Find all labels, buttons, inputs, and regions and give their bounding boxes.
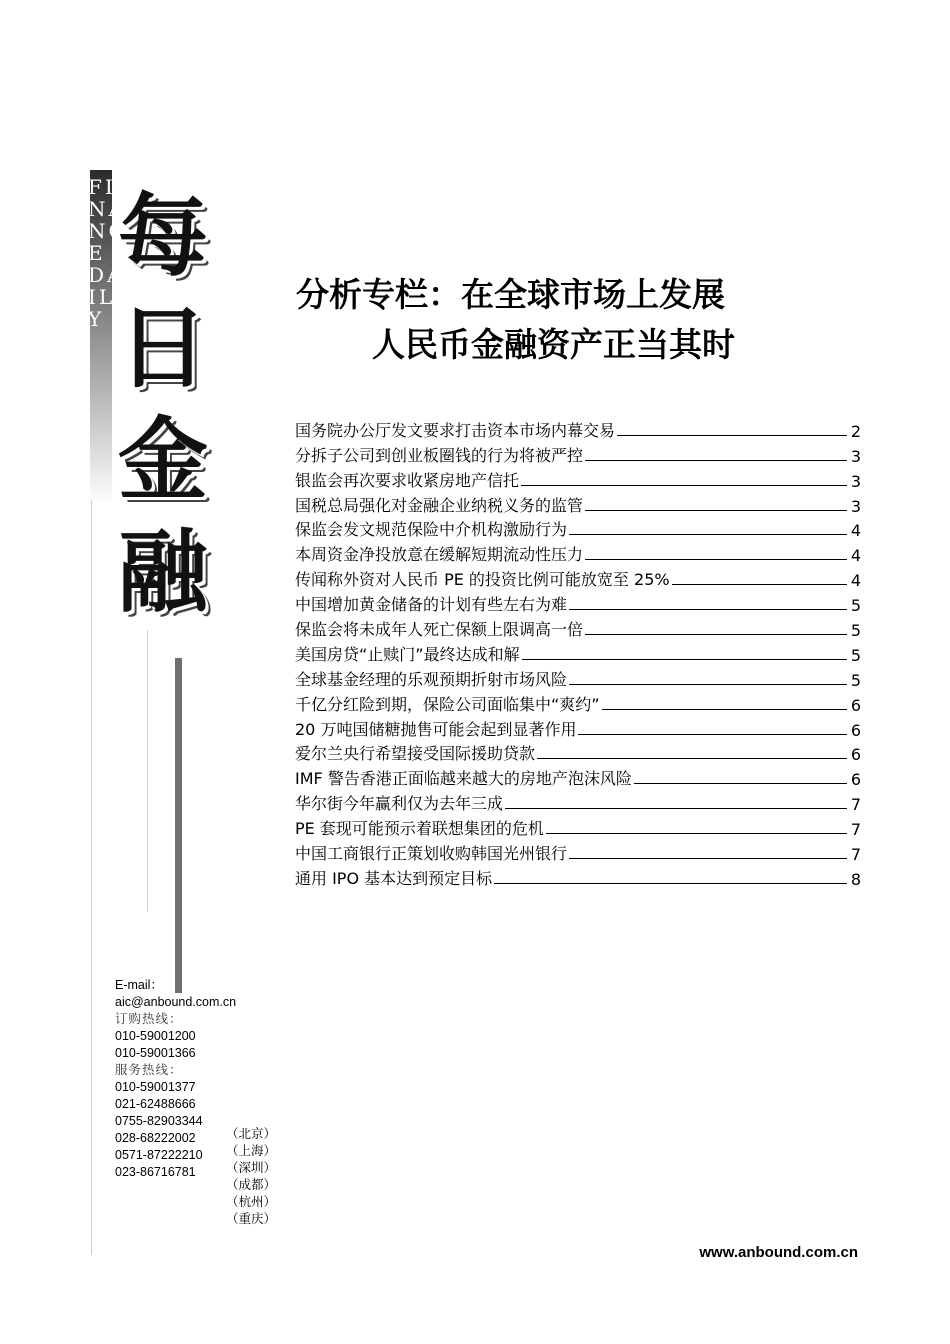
toc-leader-line <box>521 485 847 486</box>
masthead-en-line: Y <box>88 307 105 331</box>
order-hotline-label: 订购热线： <box>115 1012 183 1026</box>
masthead-chinese <box>118 180 218 628</box>
toc-leader-line <box>585 460 847 461</box>
toc-entry[interactable] <box>295 715 861 740</box>
toc-leader-line <box>617 435 847 436</box>
headline <box>296 270 816 370</box>
service-phone: 0571-87222210 <box>115 1148 203 1162</box>
toc-leader-line <box>569 684 847 685</box>
toc-entry[interactable] <box>295 864 861 889</box>
toc-leader-line <box>578 734 847 735</box>
toc-entry-page: 7 <box>850 820 861 840</box>
toc-entry[interactable] <box>295 540 861 565</box>
toc-entry-title: 保监会将未成年人死亡保额上限调高一倍 <box>295 620 584 640</box>
toc-leader-line <box>569 858 847 859</box>
masthead-char: 每 <box>118 183 208 289</box>
toc-entry[interactable] <box>295 665 861 690</box>
toc-entry[interactable] <box>295 441 861 466</box>
service-phone: 023-86716781 <box>115 1165 196 1179</box>
toc-entry[interactable] <box>295 814 861 839</box>
masthead-char: 日 <box>118 295 208 401</box>
toc-entry-title: 中国增加黄金储备的计划有些左右为难 <box>295 595 568 615</box>
toc-entry-title: 传闻称外资对人民币 PE 的投资比例可能放宽至 25% <box>295 570 670 590</box>
toc-entry-title: 保监会发文规范保险中介机构激励行为 <box>295 520 568 540</box>
toc-entry-page: 7 <box>850 845 861 865</box>
masthead-en-line: NA <box>88 197 126 221</box>
headline-line-2: 人民币金融资产正当其时 <box>372 325 735 364</box>
service-phone: 021-62488666 <box>115 1097 196 1111</box>
toc-entry-title: 华尔街今年赢利仅为去年三成 <box>295 794 504 814</box>
headline-line-1: 分析专栏：在全球市场上发展 <box>296 275 725 314</box>
city-label: （深圳） <box>226 1161 277 1175</box>
toc-entry-page: 3 <box>850 446 861 466</box>
masthead-strip-fade <box>90 375 112 505</box>
toc-leader-line <box>672 584 847 585</box>
email-label: E-mail： <box>115 978 163 992</box>
toc-entry-title: 本周资金净投放意在缓解短期流动性压力 <box>295 545 584 565</box>
masthead-en-line: FI <box>88 175 116 199</box>
toc-entry-title: 国税总局强化对金融企业纳税义务的监管 <box>295 495 584 515</box>
toc-entry[interactable] <box>295 740 861 765</box>
service-phone: 0755-82903344 <box>115 1114 203 1128</box>
toc-entry-title: 分拆子公司到创业板圈钱的行为将被严控 <box>295 445 584 465</box>
city-label: （重庆） <box>226 1212 277 1226</box>
toc-entry[interactable] <box>295 416 861 441</box>
order-phone: 010-59001366 <box>115 1046 196 1060</box>
toc-entry-page: 4 <box>850 546 861 566</box>
toc-leader-line <box>522 659 847 660</box>
toc-entry-title: 国务院办公厅发文要求打击资本市场内幕交易 <box>295 420 616 440</box>
toc-entry[interactable] <box>295 764 861 789</box>
toc-entry-title: PE 套现可能预示着联想集团的危机 <box>295 819 544 839</box>
toc-entry[interactable] <box>295 640 861 665</box>
toc-leader-line <box>634 783 847 784</box>
toc-leader-line <box>569 609 847 610</box>
toc-leader-line <box>546 833 847 834</box>
toc-entry-page: 5 <box>850 596 861 616</box>
toc-entry-title: 全球基金经理的乐观预期折射市场风险 <box>295 669 568 689</box>
city-label: （上海） <box>226 1144 277 1158</box>
toc-leader-line <box>569 534 847 535</box>
toc-entry-title: 银监会再次要求收紧房地产信托 <box>295 470 520 490</box>
footer-url[interactable]: www.anbound.com.cn <box>699 1244 858 1261</box>
toc-entry[interactable] <box>295 565 861 590</box>
masthead-english <box>88 175 127 331</box>
toc-entry-page: 4 <box>850 521 861 541</box>
middle-rule <box>147 630 148 912</box>
toc-leader-line <box>602 709 847 710</box>
toc-leader-line <box>585 634 847 635</box>
toc-entry-title: 通用 IPO 基本达到预定目标 <box>295 868 493 888</box>
toc-entry[interactable] <box>295 516 861 541</box>
toc-entry-page: 6 <box>850 695 861 715</box>
order-phone: 010-59001200 <box>115 1029 196 1043</box>
toc-entry-page: 7 <box>850 795 861 815</box>
toc-entry-title: 中国工商银行正策划收购韩国光州银行 <box>295 844 568 864</box>
masthead-char: 融 <box>118 519 208 625</box>
toc-entry-page: 6 <box>850 745 861 765</box>
toc-entry-page: 3 <box>850 471 861 491</box>
toc-entry-title: 美国房贷“止赎门”最终达成和解 <box>295 644 520 664</box>
toc-entry-page: 5 <box>850 645 861 665</box>
toc-entry-title: IMF 警告香港正面临越来越大的房地产泡沫风险 <box>295 769 632 789</box>
toc-entry-title: 千亿分红险到期，保险公司面临集中“爽约” <box>295 694 600 714</box>
service-phone: 028-68222002 <box>115 1131 196 1145</box>
toc-entry-page: 3 <box>850 496 861 516</box>
toc-entry-page: 2 <box>850 421 861 441</box>
toc-entry[interactable] <box>295 789 861 814</box>
toc-entry[interactable] <box>295 491 861 516</box>
toc-entry-page: 6 <box>850 720 861 740</box>
toc-leader-line <box>585 559 847 560</box>
city-label: （成都） <box>226 1178 277 1192</box>
service-hotline-label: 服务热线： <box>115 1063 183 1077</box>
masthead-en-line: NC <box>88 219 127 243</box>
city-label: （北京） <box>226 1127 277 1141</box>
email-address[interactable]: aic@anbound.com.cn <box>115 995 237 1009</box>
toc-entry[interactable] <box>295 690 861 715</box>
toc-leader-line <box>505 808 847 809</box>
masthead-en-line: IL <box>88 285 116 309</box>
masthead-en-line: E <box>88 241 106 265</box>
masthead-en-line: DA <box>88 263 125 287</box>
toc-entry-title: 爱尔兰央行希望接受国际援助贷款 <box>295 744 536 764</box>
city-list <box>226 1126 286 1228</box>
toc-entry-page: 8 <box>850 869 861 889</box>
city-label: （杭州） <box>226 1195 277 1209</box>
toc-entry-page: 4 <box>850 571 861 591</box>
toc-entry[interactable] <box>295 615 861 640</box>
toc-leader-line <box>585 510 847 511</box>
toc-entry-page: 5 <box>850 621 861 641</box>
toc-entry[interactable] <box>295 466 861 491</box>
vertical-bar <box>175 658 182 993</box>
service-phone: 010-59001377 <box>115 1080 196 1094</box>
toc-entry-page: 5 <box>850 670 861 690</box>
toc-entry-page: 6 <box>850 770 861 790</box>
table-of-contents <box>295 416 861 889</box>
toc-entry[interactable] <box>295 590 861 615</box>
toc-entry-title: 20 万吨国储糖抛售可能会起到显著作用 <box>295 719 577 739</box>
toc-leader-line <box>537 758 847 759</box>
toc-leader-line <box>494 883 847 884</box>
masthead-char: 金 <box>118 407 208 513</box>
toc-entry[interactable] <box>295 839 861 864</box>
left-rule <box>91 500 92 1255</box>
